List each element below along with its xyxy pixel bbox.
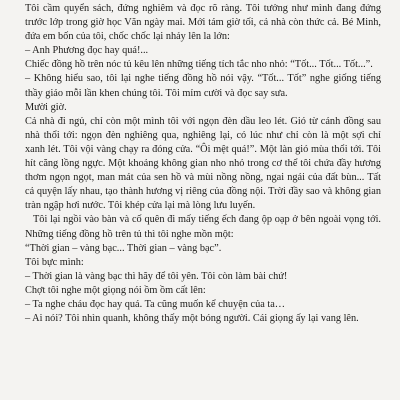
- paragraph: “Thời gian – vàng bạc... Thời gian – vàng bạc”.: [25, 242, 222, 254]
- paragraph: Chợt tôi nghe một giọng nói ồm ồm cất lên:: [25, 284, 206, 296]
- paragraph: – Ai nói? Tôi nhìn quanh, không thấy một bóng người. Cái giọng ấy lại vang lên.: [25, 313, 359, 325]
- paragraph: – Không hiểu sao, tôi lại nghe tiếng đồng hồ nói vậy. “Tốt... Tốt” nghe giống tiếng thầy giáo mỗi lần khen chúng tôi. Tôi mỉm cười và đọc say sưa.: [25, 73, 381, 99]
- paragraph: – Ta nghe cháu đọc hay quá. Ta cũng muốn kể chuyện của ta…: [25, 298, 286, 310]
- paragraph: Cả nhà đi ngủ, chỉ còn một mình tôi với ngọn đèn dầu leo lét. Gió từ cánh đồng sau nhà thổi tới: ngọn đèn nghiêng qua, nghiêng lại, có lúc như chỉ còn là một sợi chỉ xanh lét. Tôi vội vàng chạy ra đóng cửa. “Ôi mệt quá!”. Một làn gió mùa thổi tới. Tôi hít căng lồng ngực. Một khoảng không gian nho nhỏ trong cơ thể tôi chứa đầy hương thơm ngọn ngọt, man mát của sen hồ và mùi nồng nồng, ngai ngái của đất bùn... Tất cả quyện lấy nhau, tạo thành hương vị riêng của đồng nội. Trời đầy sao và không gian tràn ngập hơi nước. Tôi khép cửa lại mà lòng lưu luyến.: [25, 115, 381, 212]
- paragraph: Chiếc đồng hồ trên nóc tủ kêu lên những tiếng tích tắc nho nhỏ: “Tốt... Tốt... Tốt...”.: [25, 59, 373, 71]
- paragraph: Tôi cầm quyển sách, đứng nghiêm và đọc rõ ràng. Tôi tưởng như mình đang đứng trước lớp trong giờ học Văn ngày mai. Mới tám giờ tối, cả nhà còn thức cả. Bé Minh, đứa em bốn của tôi, chốc chốc lại nhảy lên la lớn:: [25, 3, 381, 43]
- paragraph: – Thời gian là vàng bạc thì hãy để tôi yên. Tôi còn làm bài chứ!: [25, 270, 288, 282]
- paragraph: Mười giờ.: [25, 101, 67, 113]
- paragraph: – Anh Phương đọc hay quá!...: [25, 45, 149, 57]
- paragraph: Tôi bực mình:: [25, 256, 84, 268]
- paragraph: Tôi lại ngồi vào bàn và cố quên đi mấy tiếng ếch đang ộp oạp ở bên ngoài vọng tới. Những tiếng đồng hồ trên tủ thì tôi nghe mồn một:: [25, 214, 381, 240]
